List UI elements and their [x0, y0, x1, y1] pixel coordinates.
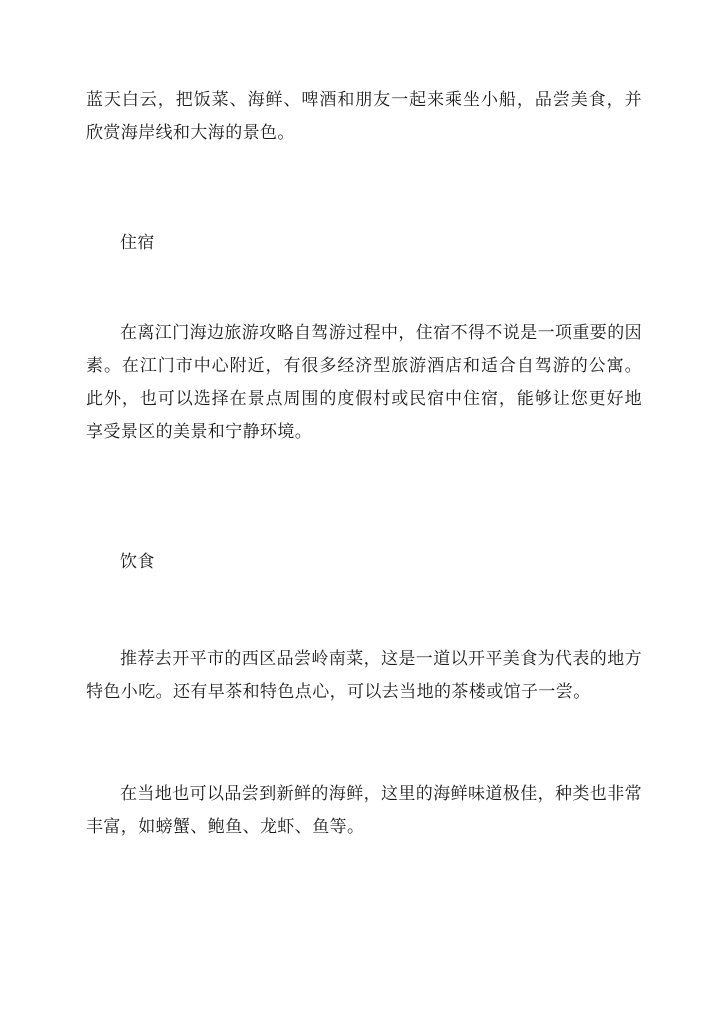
paragraph-seafood: 在当地也可以品尝到新鲜的海鲜，这里的海鲜味道极佳，种类也非常丰富，如螃蟹、鲍鱼、龙虾、鱼等。: [86, 784, 642, 837]
paragraph-lodging: 在离江门海边旅游攻略自驾游过程中，住宿不得不说是一项重要的因素。在江门市中心附近，有很多经济型旅游酒店和适合自驾游的公寓。此外，也可以选择在景点周围的度假村或民宿中住宿，能够让您更好地享受景区的美景和宁静环境。: [86, 323, 642, 442]
paragraph-lingnan-cuisine: 推荐去开平市的西区品尝岭南菜，这是一道以开平美食为代表的地方特色小吃。还有早茶和特色点心，可以去当地的茶楼或馆子一尝。: [86, 649, 642, 702]
section-heading-food: 饮食: [120, 552, 155, 572]
paragraph-boat-dining: 蓝天白云，把饭菜、海鲜、啤酒和朋友一起来乘坐小船，品尝美食，并欣赏海岸线和大海的景色。: [86, 90, 642, 143]
section-heading-lodging: 住宿: [120, 233, 155, 253]
